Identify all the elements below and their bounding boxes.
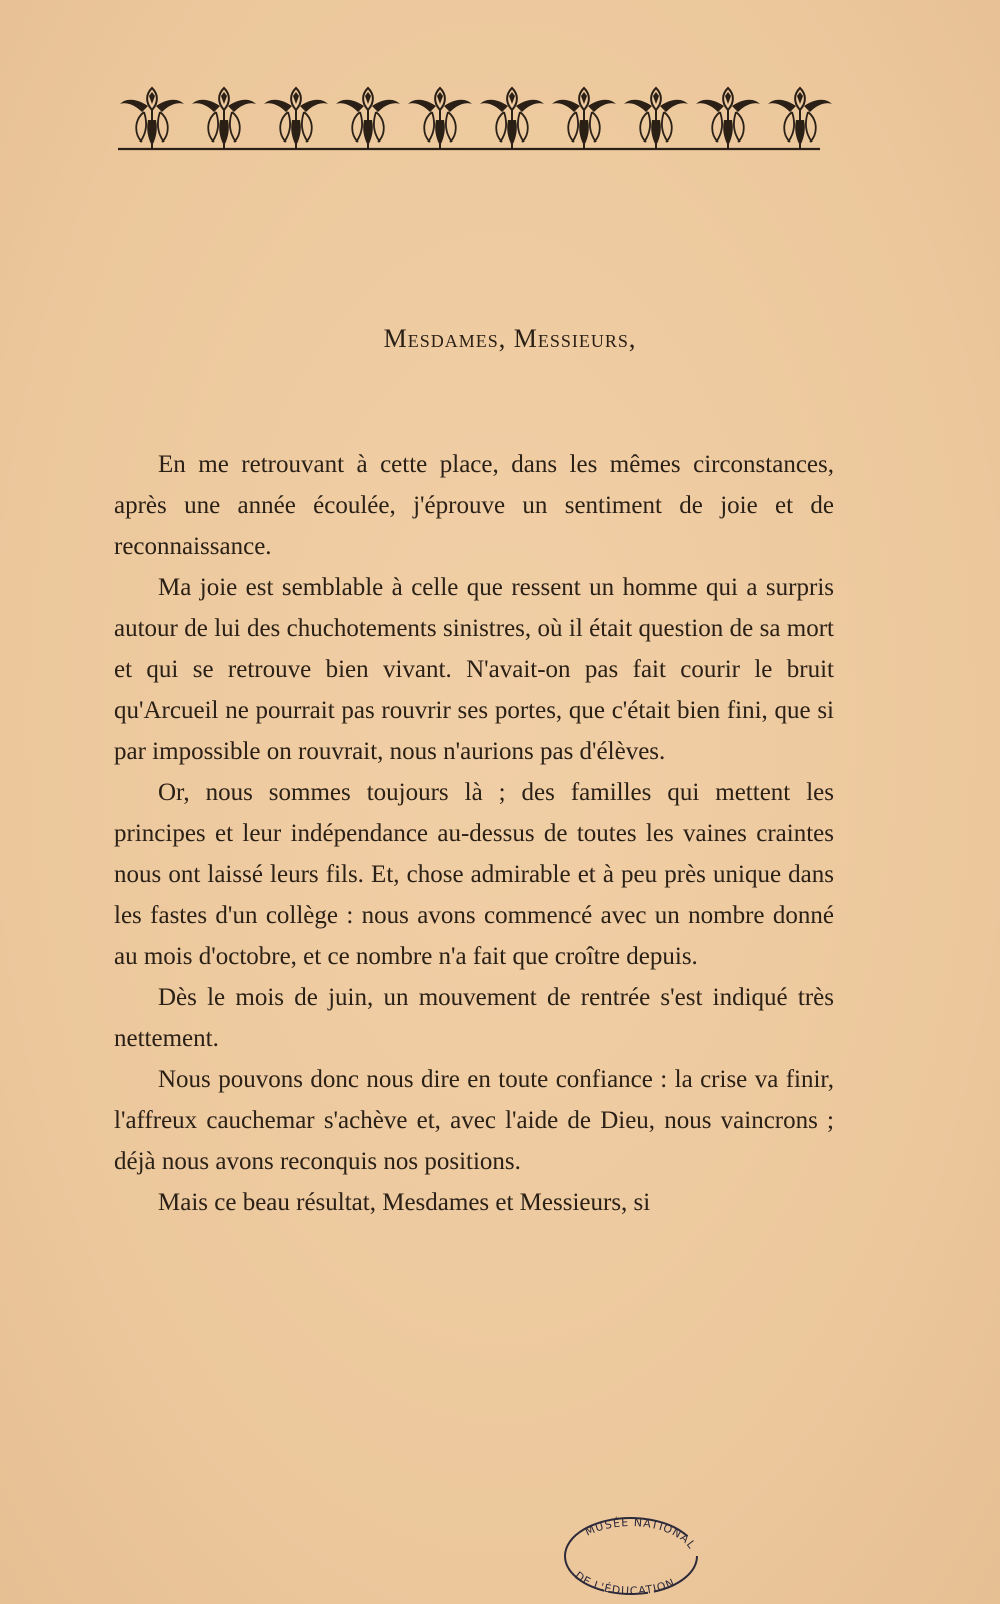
paragraph-4: Dès le mois de juin, un mouvement de rentrée s'est indiqué très nettement.	[114, 984, 834, 1052]
paragraph-5: Nous pouvons donc nous dire en toute confiance : la crise va finir, l'affreux cauchemar s'achève et, avec l'aide de Dieu, nous vaincrons ; déjà nous avons reconquis nos positions.	[114, 1066, 834, 1175]
iris-motif	[480, 88, 544, 148]
paragraph-1: En me retrouvant à cette place, dans les mêmes circonstances, après une année écoulée, j'éprouve un sentiment de joie et de reconnaissance.	[114, 451, 834, 560]
body-text	[114, 444, 834, 1223]
iris-motif	[408, 88, 472, 148]
library-stamp	[556, 1510, 706, 1600]
stamp-top-text: MUSÉE NATIONAL	[583, 1516, 699, 1552]
salutation: Mesdames, Messieurs,	[383, 324, 637, 353]
iris-motif	[624, 88, 688, 148]
iris-motif	[120, 88, 184, 148]
paragraph-6: Mais ce beau résultat, Mesdames et Messieurs, si	[158, 1189, 651, 1216]
paragraph-2: Ma joie est semblable à celle que ressent un homme qui a surpris autour de lui des chuchotements sinistres, où il était question de sa mort et qui se retrouve bien vivant. N'avait-on pas fait courir le bruit qu'Arcueil ne pourrait pas rouvrir ses portes, que c'était bien fini, que si par impossible on rouvrait, nous n'aurions pas d'élèves.	[114, 574, 834, 765]
iris-motif	[768, 88, 832, 148]
iris-motif	[696, 88, 760, 148]
paragraph-3: Or, nous sommes toujours là ; des familles qui mettent les principes et leur indépendance au-dessus de toutes les vaines craintes nous ont laissé leurs fils. Et, chose admirable et à peu près unique dans les fastes d'un collège : nous avons commencé avec un nombre donné au mois d'octobre, et ce nombre n'a fait que croître depuis.	[114, 779, 834, 970]
floral-ornament-header	[118, 80, 838, 154]
svg-text:MUSÉE NATIONAL	[583, 1516, 698, 1552]
iris-motif	[264, 88, 328, 148]
iris-motif	[552, 88, 616, 148]
stamp-bottom-text: DE L'ÉDUCATION	[572, 1568, 678, 1598]
iris-motif	[336, 88, 400, 148]
iris-motif	[192, 88, 256, 148]
svg-text:DE L'ÉDUCATION	[572, 1569, 677, 1598]
